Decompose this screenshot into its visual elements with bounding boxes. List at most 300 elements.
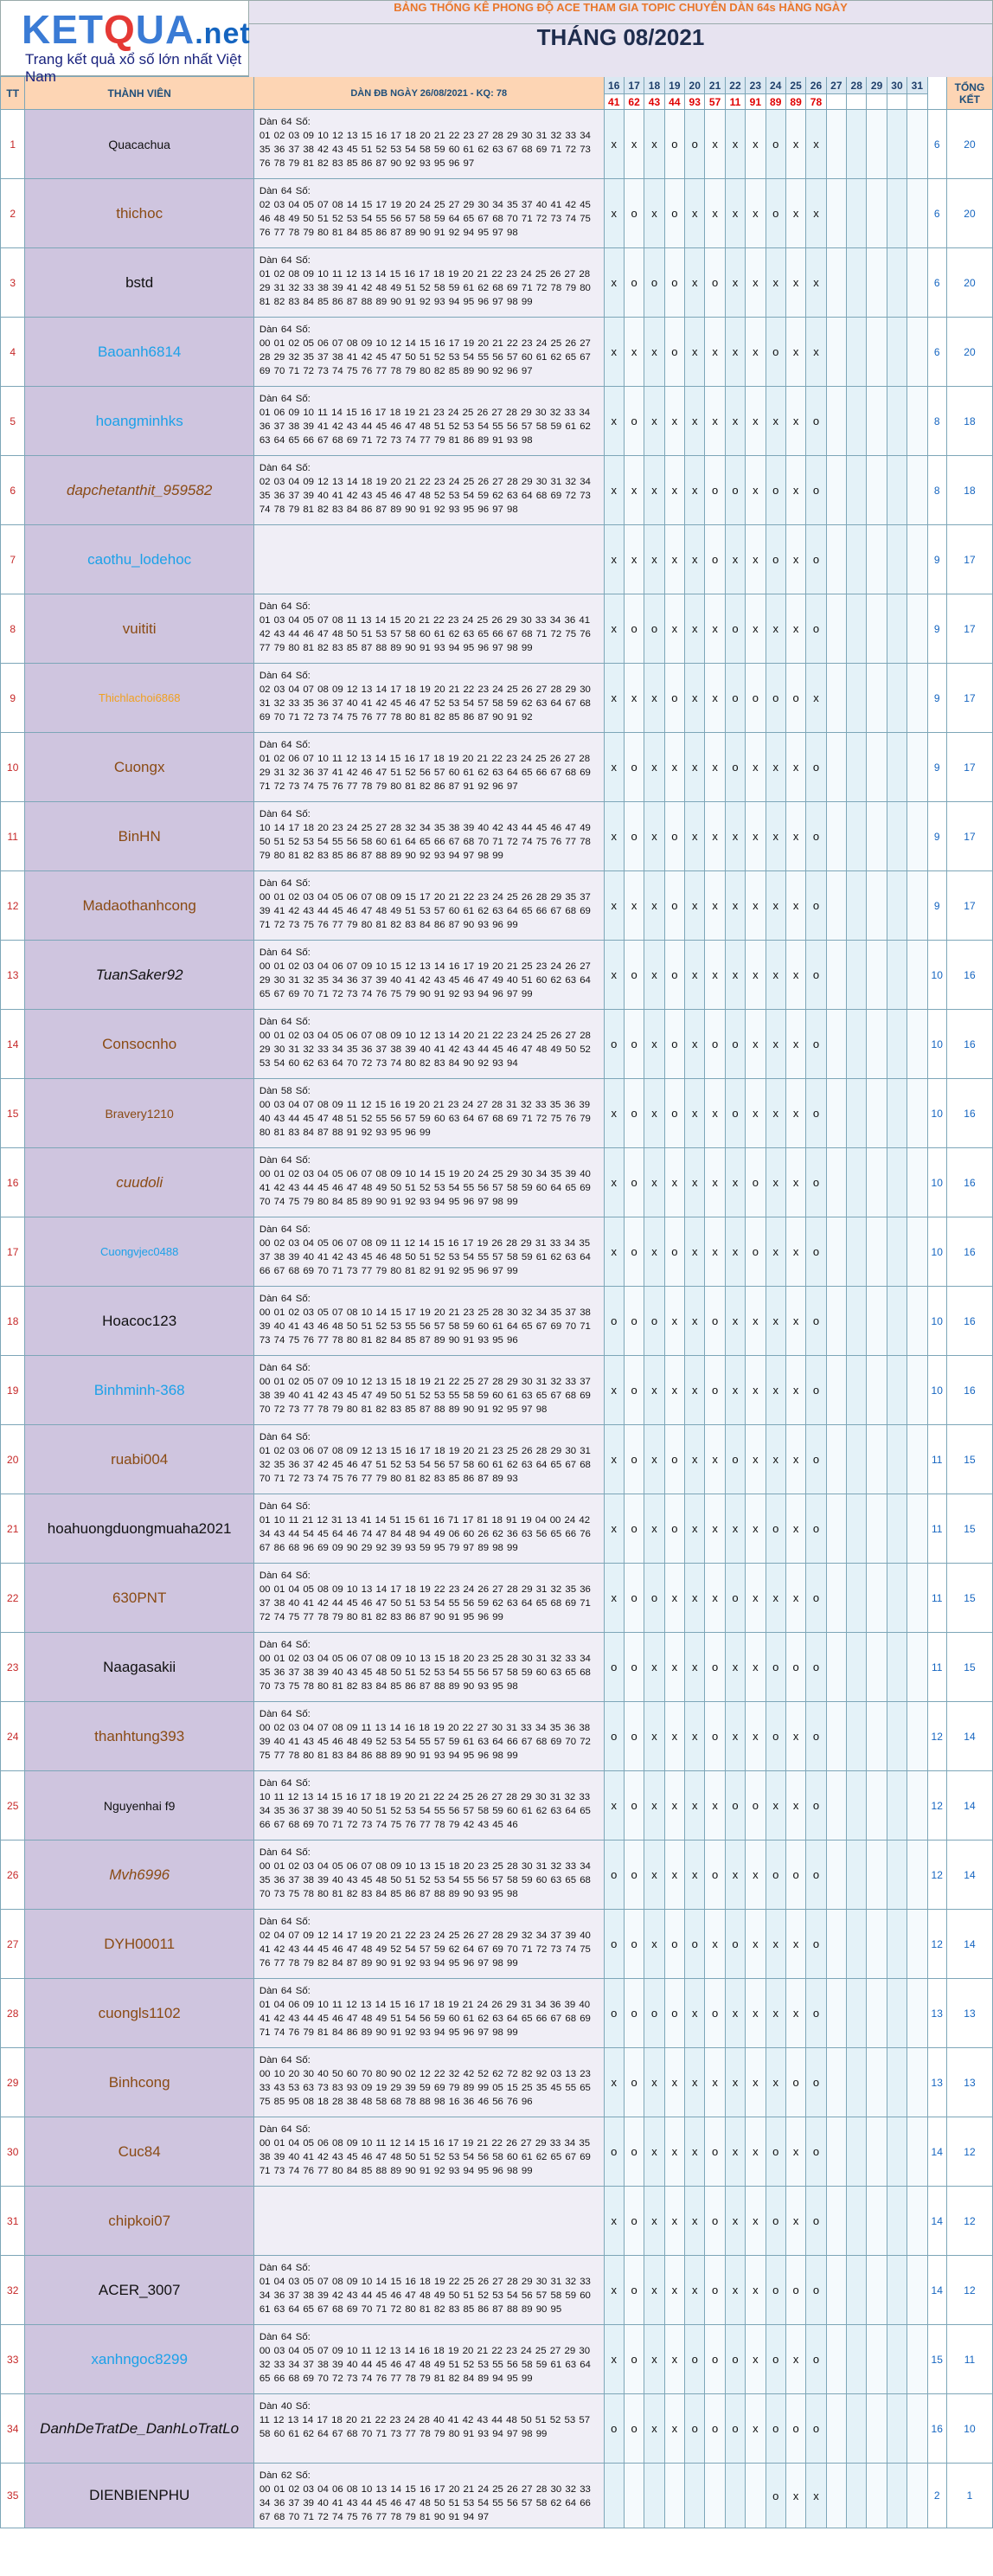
day-mark: o <box>624 1840 644 1910</box>
score-b: 16 <box>946 1217 992 1287</box>
score-a: 14 <box>927 2117 946 2187</box>
day-mark: x <box>644 1633 664 1702</box>
day-mark: o <box>624 1702 644 1771</box>
member-name[interactable]: bstd <box>25 248 253 318</box>
row-number: 7 <box>1 525 25 594</box>
score-a: 6 <box>927 318 946 387</box>
day-mark: x <box>685 1217 705 1287</box>
score-b: 17 <box>946 871 992 941</box>
day-mark: o <box>604 2117 624 2187</box>
row-number: 21 <box>1 1494 25 1564</box>
day-mark <box>847 2187 867 2256</box>
day-mark <box>907 525 927 594</box>
day-mark: x <box>705 110 725 179</box>
member-name[interactable]: cuudoli <box>25 1148 253 1217</box>
day-mark: x <box>644 1702 664 1771</box>
member-row <box>1 2394 993 2464</box>
dan-numbers: 01 04 06 09 10 11 12 13 14 15 16 17 18 19 21 24 26 29 31 34 36 39 40 41 42 43 44 45 46 47 48 49 51 54 56 59 60 61 62 63 64 65 66 67 68 69 71 74 76 79 81 84 86 89 90 91 92 93 94 95 96 97 98 99 <box>259 2000 591 2038</box>
day-mark <box>826 802 846 871</box>
day-mark: o <box>766 664 785 733</box>
day-mark: x <box>624 110 644 179</box>
day-mark: x <box>685 1771 705 1840</box>
day-mark: x <box>685 318 705 387</box>
dan-heading: Dàn 64 Số: <box>259 2332 311 2342</box>
day-mark: x <box>746 1702 766 1771</box>
day-mark: o <box>806 2048 826 2117</box>
day-mark: x <box>705 2048 725 2117</box>
day-mark: x <box>785 2464 805 2528</box>
ketqua-logo[interactable] <box>0 0 251 85</box>
day-mark: x <box>685 1148 705 1217</box>
score-b: 16 <box>946 1079 992 1148</box>
day-mark <box>907 941 927 1010</box>
dan-numbers: 01 02 08 09 10 11 12 13 14 15 16 17 18 19 20 21 22 23 24 25 26 27 28 29 31 32 33 38 39 41 42 48 49 51 52 58 59 61 62 68 69 71 72 78 79 80 81 82 83 84 85 86 87 88 89 90 91 92 93 94 95 96 97 98 99 <box>259 269 591 307</box>
day-mark <box>847 1079 867 1148</box>
day-mark: x <box>685 525 705 594</box>
day-mark: x <box>785 1010 805 1079</box>
day-mark: x <box>725 1702 745 1771</box>
dan-cell <box>253 1148 604 1217</box>
score-b: 10 <box>946 2394 992 2464</box>
day-mark: x <box>766 2048 785 2117</box>
day-mark <box>887 110 907 179</box>
day-mark: o <box>766 1633 785 1702</box>
day-mark: o <box>664 1979 684 2048</box>
member-row <box>1 2256 993 2325</box>
result-header <box>847 94 867 110</box>
day-mark: x <box>746 1564 766 1633</box>
day-mark: x <box>705 318 725 387</box>
dan-cell <box>253 1979 604 2048</box>
day-mark <box>826 1633 846 1702</box>
day-mark: x <box>624 871 644 941</box>
day-mark <box>907 2325 927 2394</box>
day-mark: x <box>766 1771 785 1840</box>
day-mark: x <box>624 456 644 525</box>
dan-cell <box>253 1702 604 1771</box>
day-mark: x <box>604 2256 624 2325</box>
day-mark: x <box>705 1564 725 1633</box>
day-mark: x <box>746 1010 766 1079</box>
day-mark: o <box>806 1079 826 1148</box>
day-mark <box>867 941 887 1010</box>
day-mark <box>887 664 907 733</box>
day-mark <box>907 387 927 456</box>
member-name[interactable]: Cuc84 <box>25 2117 253 2187</box>
day-mark <box>867 1287 887 1356</box>
day-mark <box>847 1771 867 1840</box>
dan-cell <box>253 2117 604 2187</box>
day-mark <box>847 1148 867 1217</box>
member-name[interactable]: Madaothanhcong <box>25 871 253 941</box>
day-mark <box>847 1910 867 1979</box>
logo-ket: KET <box>22 7 104 52</box>
dan-heading: Dàn 64 Số: <box>259 948 311 958</box>
day-mark: x <box>604 594 624 664</box>
day-mark: o <box>685 110 705 179</box>
result-header: 89 <box>785 94 805 110</box>
member-name[interactable]: Binhcong <box>25 2048 253 2117</box>
day-mark <box>847 2048 867 2117</box>
member-name[interactable]: Baoanh6814 <box>25 318 253 387</box>
dan-heading: Dàn 64 Số: <box>259 324 311 335</box>
member-name[interactable]: xanhngoc8299 <box>25 2325 253 2394</box>
day-mark <box>867 1217 887 1287</box>
day-mark: o <box>624 1564 644 1633</box>
day-mark: o <box>604 1287 624 1356</box>
day-mark: x <box>785 941 805 1010</box>
day-mark: o <box>664 871 684 941</box>
day-mark: o <box>806 1564 826 1633</box>
day-mark: x <box>644 2117 664 2187</box>
day-mark: x <box>604 318 624 387</box>
day-mark: x <box>746 1425 766 1494</box>
day-header: 30 <box>887 77 907 94</box>
member-row <box>1 1979 993 2048</box>
day-mark: x <box>644 2187 664 2256</box>
member-row <box>1 1910 993 1979</box>
member-name[interactable]: Thichlachoi6868 <box>25 664 253 733</box>
day-mark: x <box>604 802 624 871</box>
score-b: 12 <box>946 2256 992 2325</box>
day-mark <box>907 456 927 525</box>
day-mark: o <box>785 2394 805 2464</box>
dan-cell <box>253 456 604 525</box>
day-mark: x <box>766 1217 785 1287</box>
member-name[interactable]: BinHN <box>25 802 253 871</box>
day-mark: o <box>604 1979 624 2048</box>
dan-numbers: 00 01 02 03 04 05 06 07 08 09 10 13 15 18 20 23 25 28 30 31 32 33 34 35 36 37 38 39 40 43 45 48 50 51 52 53 54 55 56 57 58 59 60 63 65 68 70 73 75 78 80 81 82 83 84 85 86 87 88 89 90 93 95 98 <box>259 1861 591 1899</box>
day-mark: x <box>806 179 826 248</box>
score-a: 8 <box>927 387 946 456</box>
day-mark: o <box>766 318 785 387</box>
dan-cell <box>253 110 604 179</box>
day-mark: x <box>685 664 705 733</box>
day-header: 24 <box>766 77 785 94</box>
dan-cell <box>253 664 604 733</box>
day-mark: o <box>664 110 684 179</box>
day-mark: o <box>705 248 725 318</box>
day-mark <box>847 1494 867 1564</box>
day-mark: x <box>685 594 705 664</box>
dan-cell <box>253 1217 604 1287</box>
day-mark: x <box>685 1564 705 1633</box>
row-number: 5 <box>1 387 25 456</box>
day-mark: x <box>785 1771 805 1840</box>
day-header: 23 <box>746 77 766 94</box>
day-mark <box>907 871 927 941</box>
score-a: 12 <box>927 1910 946 1979</box>
score-a: 11 <box>927 1494 946 1564</box>
member-name[interactable]: Binhminh-368 <box>25 1356 253 1425</box>
day-mark <box>847 2394 867 2464</box>
member-row <box>1 525 993 594</box>
day-mark: x <box>785 318 805 387</box>
day-header: 21 <box>705 77 725 94</box>
day-mark: o <box>664 802 684 871</box>
day-mark <box>826 110 846 179</box>
day-mark: x <box>746 871 766 941</box>
day-mark: x <box>685 1287 705 1356</box>
day-mark <box>887 2325 907 2394</box>
member-row <box>1 2325 993 2394</box>
member-row <box>1 1356 993 1425</box>
day-mark: x <box>705 941 725 1010</box>
member-name[interactable]: caothu_lodehoc <box>25 525 253 594</box>
row-number: 20 <box>1 1425 25 1494</box>
day-mark: o <box>705 2256 725 2325</box>
day-mark: x <box>644 456 664 525</box>
day-mark <box>826 941 846 1010</box>
member-row <box>1 1494 993 1564</box>
day-mark <box>867 1564 887 1633</box>
day-mark: o <box>624 1633 644 1702</box>
day-mark: x <box>785 1979 805 2048</box>
day-mark <box>887 802 907 871</box>
day-mark: x <box>604 1564 624 1633</box>
score-a: 10 <box>927 1217 946 1287</box>
score-b: 14 <box>946 1840 992 1910</box>
member-name[interactable]: DYH00011 <box>25 1910 253 1979</box>
day-mark: x <box>705 387 725 456</box>
day-mark: x <box>604 1494 624 1564</box>
day-mark: o <box>806 1771 826 1840</box>
score-b: 14 <box>946 1910 992 1979</box>
day-mark: x <box>725 2048 745 2117</box>
dan-numbers: 00 01 02 03 04 06 07 09 10 15 12 13 14 16 17 19 20 21 25 23 24 26 27 29 30 31 32 35 34 36 37 39 40 41 42 43 45 46 47 49 40 51 60 62 63 64 65 67 69 70 71 72 73 74 76 75 79 90 91 92 93 94 96 97 99 <box>259 961 591 999</box>
dan-cell <box>253 802 604 871</box>
day-mark <box>826 456 846 525</box>
dan-heading: Dàn 62 Số: <box>259 2470 311 2481</box>
score-a: 12 <box>927 1702 946 1771</box>
member-name[interactable]: TuanSaker92 <box>25 941 253 1010</box>
day-mark: x <box>725 802 745 871</box>
day-mark: o <box>806 594 826 664</box>
member-name[interactable]: Hoacoc123 <box>25 1287 253 1356</box>
row-number: 33 <box>1 2325 25 2394</box>
day-mark: x <box>664 1771 684 1840</box>
day-mark: o <box>685 2325 705 2394</box>
member-name[interactable]: Cuongx <box>25 733 253 802</box>
day-mark: o <box>785 2256 805 2325</box>
day-mark <box>826 1287 846 1356</box>
member-name[interactable]: Consocnho <box>25 1010 253 1079</box>
day-mark <box>847 318 867 387</box>
member-name[interactable]: cuongls1102 <box>25 1979 253 2048</box>
member-name[interactable]: chipkoi07 <box>25 2187 253 2256</box>
day-mark: x <box>746 1079 766 1148</box>
day-mark <box>867 1910 887 1979</box>
title-block <box>249 0 993 76</box>
dan-cell <box>253 1287 604 1356</box>
day-mark <box>867 1494 887 1564</box>
day-mark: x <box>664 2256 684 2325</box>
day-mark: o <box>705 2117 725 2187</box>
day-mark: x <box>725 1356 745 1425</box>
score-b: 17 <box>946 525 992 594</box>
day-mark <box>887 2394 907 2464</box>
day-mark <box>685 2464 705 2528</box>
day-mark <box>887 456 907 525</box>
day-mark: x <box>785 594 805 664</box>
day-mark <box>907 1633 927 1702</box>
member-name[interactable]: thanhtung393 <box>25 1702 253 1771</box>
day-mark: o <box>785 664 805 733</box>
member-row <box>1 110 993 179</box>
member-name[interactable]: DIENBIENPHU <box>25 2464 253 2528</box>
day-mark: x <box>644 733 664 802</box>
dan-cell <box>253 594 604 664</box>
member-name[interactable]: vuititi <box>25 594 253 664</box>
day-mark: x <box>725 110 745 179</box>
member-name[interactable]: Nguyenhai f9 <box>25 1771 253 1840</box>
member-name[interactable]: Mvh6996 <box>25 1840 253 1910</box>
day-mark: x <box>685 179 705 248</box>
day-mark <box>867 2394 887 2464</box>
day-mark: x <box>604 1148 624 1217</box>
member-name[interactable]: ACER_3007 <box>25 2256 253 2325</box>
day-mark <box>867 1702 887 1771</box>
day-mark: x <box>685 2187 705 2256</box>
day-mark <box>826 1494 846 1564</box>
day-mark: x <box>644 179 664 248</box>
member-name[interactable]: dapchetanthit_959582 <box>25 456 253 525</box>
header-spacer <box>927 77 946 110</box>
day-header: 20 <box>685 77 705 94</box>
score-b: 11 <box>946 2325 992 2394</box>
member-name[interactable]: Naagasakii <box>25 1633 253 1702</box>
day-mark <box>847 110 867 179</box>
day-mark: x <box>624 525 644 594</box>
day-mark <box>887 1771 907 1840</box>
dan-heading: Dàn 64 Số: <box>259 1640 311 1650</box>
score-a: 9 <box>927 664 946 733</box>
day-mark <box>887 318 907 387</box>
day-mark: x <box>705 733 725 802</box>
day-mark: x <box>664 2048 684 2117</box>
dan-numbers: 00 01 02 03 04 05 06 07 08 09 10 12 13 14 20 21 22 23 24 25 26 27 28 29 30 31 32 33 34 35 36 37 38 39 40 41 42 43 44 45 46 47 48 49 50 52 53 54 60 62 63 64 70 72 73 74 80 82 83 84 90 92 93 94 <box>259 1031 591 1069</box>
row-number: 17 <box>1 1217 25 1287</box>
day-mark: x <box>725 1494 745 1564</box>
day-mark: x <box>785 456 805 525</box>
day-mark <box>826 1356 846 1425</box>
day-mark: x <box>685 871 705 941</box>
member-name[interactable]: Quacachua <box>25 110 253 179</box>
day-mark: x <box>685 2256 705 2325</box>
day-mark: o <box>664 1010 684 1079</box>
day-mark <box>867 318 887 387</box>
day-mark <box>907 1287 927 1356</box>
member-row <box>1 941 993 1010</box>
dan-numbers: 01 02 03 06 07 08 09 12 13 15 16 17 18 19 20 21 23 25 26 28 29 30 31 32 35 36 37 42 45 46 47 51 52 53 54 56 57 58 60 61 62 63 64 65 67 68 70 71 72 73 74 75 76 77 79 80 81 82 83 85 86 87 89 93 <box>259 1446 591 1484</box>
day-mark: x <box>604 387 624 456</box>
day-mark <box>826 871 846 941</box>
day-mark <box>907 1702 927 1771</box>
result-header <box>907 94 927 110</box>
day-mark: x <box>685 248 705 318</box>
day-header: 18 <box>644 77 664 94</box>
day-mark <box>847 871 867 941</box>
member-row <box>1 1148 993 1217</box>
day-mark: o <box>624 733 644 802</box>
day-mark: o <box>725 733 745 802</box>
day-mark: x <box>664 1633 684 1702</box>
day-mark <box>847 2464 867 2528</box>
day-mark <box>826 1079 846 1148</box>
row-number: 9 <box>1 664 25 733</box>
score-b: 16 <box>946 1148 992 1217</box>
day-mark: x <box>746 1494 766 1564</box>
day-mark <box>867 733 887 802</box>
day-mark <box>887 1356 907 1425</box>
member-name[interactable]: hoangminhks <box>25 387 253 456</box>
day-mark <box>867 456 887 525</box>
dan-heading: Dàn 64 Số: <box>259 1363 311 1373</box>
day-mark: o <box>806 802 826 871</box>
day-mark <box>826 1840 846 1910</box>
day-mark: x <box>725 1633 745 1702</box>
day-mark: x <box>746 1287 766 1356</box>
member-name[interactable]: hoahuongduongmuaha2021 <box>25 1494 253 1564</box>
dan-heading: Dàn 64 Số: <box>259 186 311 196</box>
day-mark: x <box>685 2117 705 2187</box>
day-mark: x <box>785 1910 805 1979</box>
member-row <box>1 179 993 248</box>
day-mark <box>887 1494 907 1564</box>
member-row <box>1 1425 993 1494</box>
member-row <box>1 733 993 802</box>
day-mark <box>887 2464 907 2528</box>
row-number: 32 <box>1 2256 25 2325</box>
dan-heading: Dàn 64 Số: <box>259 878 311 889</box>
day-mark <box>887 1010 907 1079</box>
day-mark: o <box>806 1702 826 1771</box>
dan-cell <box>253 1010 604 1079</box>
day-mark <box>867 1010 887 1079</box>
day-mark <box>867 664 887 733</box>
dan-numbers: 02 03 04 05 07 08 14 15 17 19 20 24 25 27 29 30 34 35 37 40 41 42 45 46 48 49 50 51 52 53 54 55 56 57 58 59 64 65 67 68 70 71 72 73 74 75 76 77 78 79 80 81 84 85 86 87 89 90 91 92 94 95 97 98 <box>259 200 591 238</box>
day-mark: o <box>664 1079 684 1148</box>
dan-numbers: 00 01 02 03 04 05 06 07 08 09 10 14 15 19 20 24 25 29 30 34 35 39 40 41 42 43 44 45 46 47 48 49 50 51 52 53 54 55 56 57 58 59 60 64 65 69 70 74 75 79 80 84 85 89 90 91 92 93 94 95 96 97 98 99 <box>259 1169 591 1207</box>
score-b: 15 <box>946 1633 992 1702</box>
row-number: 19 <box>1 1356 25 1425</box>
member-row <box>1 248 993 318</box>
member-row <box>1 1287 993 1356</box>
day-mark: x <box>725 1287 745 1356</box>
day-mark <box>907 1079 927 1148</box>
day-mark: x <box>644 1840 664 1910</box>
member-name[interactable]: Bravery1210 <box>25 1079 253 1148</box>
day-mark: x <box>746 1633 766 1702</box>
dan-numbers: 01 02 06 07 10 11 12 13 14 15 16 17 18 19 20 21 22 23 24 25 26 27 28 29 31 32 36 37 41 42 46 47 51 52 56 57 60 61 62 63 64 65 66 67 68 69 71 72 73 74 75 76 77 78 79 80 81 82 86 87 91 92 96 97 <box>259 754 591 792</box>
day-mark <box>705 2464 725 2528</box>
day-mark: o <box>746 664 766 733</box>
day-mark <box>867 110 887 179</box>
score-b: 20 <box>946 179 992 248</box>
dan-numbers: 00 01 02 03 04 06 08 10 13 14 15 16 17 20 21 24 25 26 27 28 30 32 33 34 36 37 39 40 41 43 44 45 46 47 48 50 51 53 54 55 56 57 58 62 64 66 67 68 70 71 72 74 75 76 77 78 79 81 90 91 94 97 <box>259 2484 591 2522</box>
day-mark <box>746 2464 766 2528</box>
member-name[interactable]: thichoc <box>25 179 253 248</box>
member-name[interactable]: ruabi004 <box>25 1425 253 1494</box>
member-row <box>1 318 993 387</box>
member-name[interactable]: DanhDeTratDe_DanhLoTratLo <box>25 2394 253 2464</box>
member-name[interactable]: Cuongvjec0488 <box>25 1217 253 1287</box>
member-name[interactable]: 630PNT <box>25 1564 253 1633</box>
day-mark <box>907 2187 927 2256</box>
day-mark: x <box>785 2117 805 2187</box>
day-mark <box>826 179 846 248</box>
day-mark: x <box>766 387 785 456</box>
